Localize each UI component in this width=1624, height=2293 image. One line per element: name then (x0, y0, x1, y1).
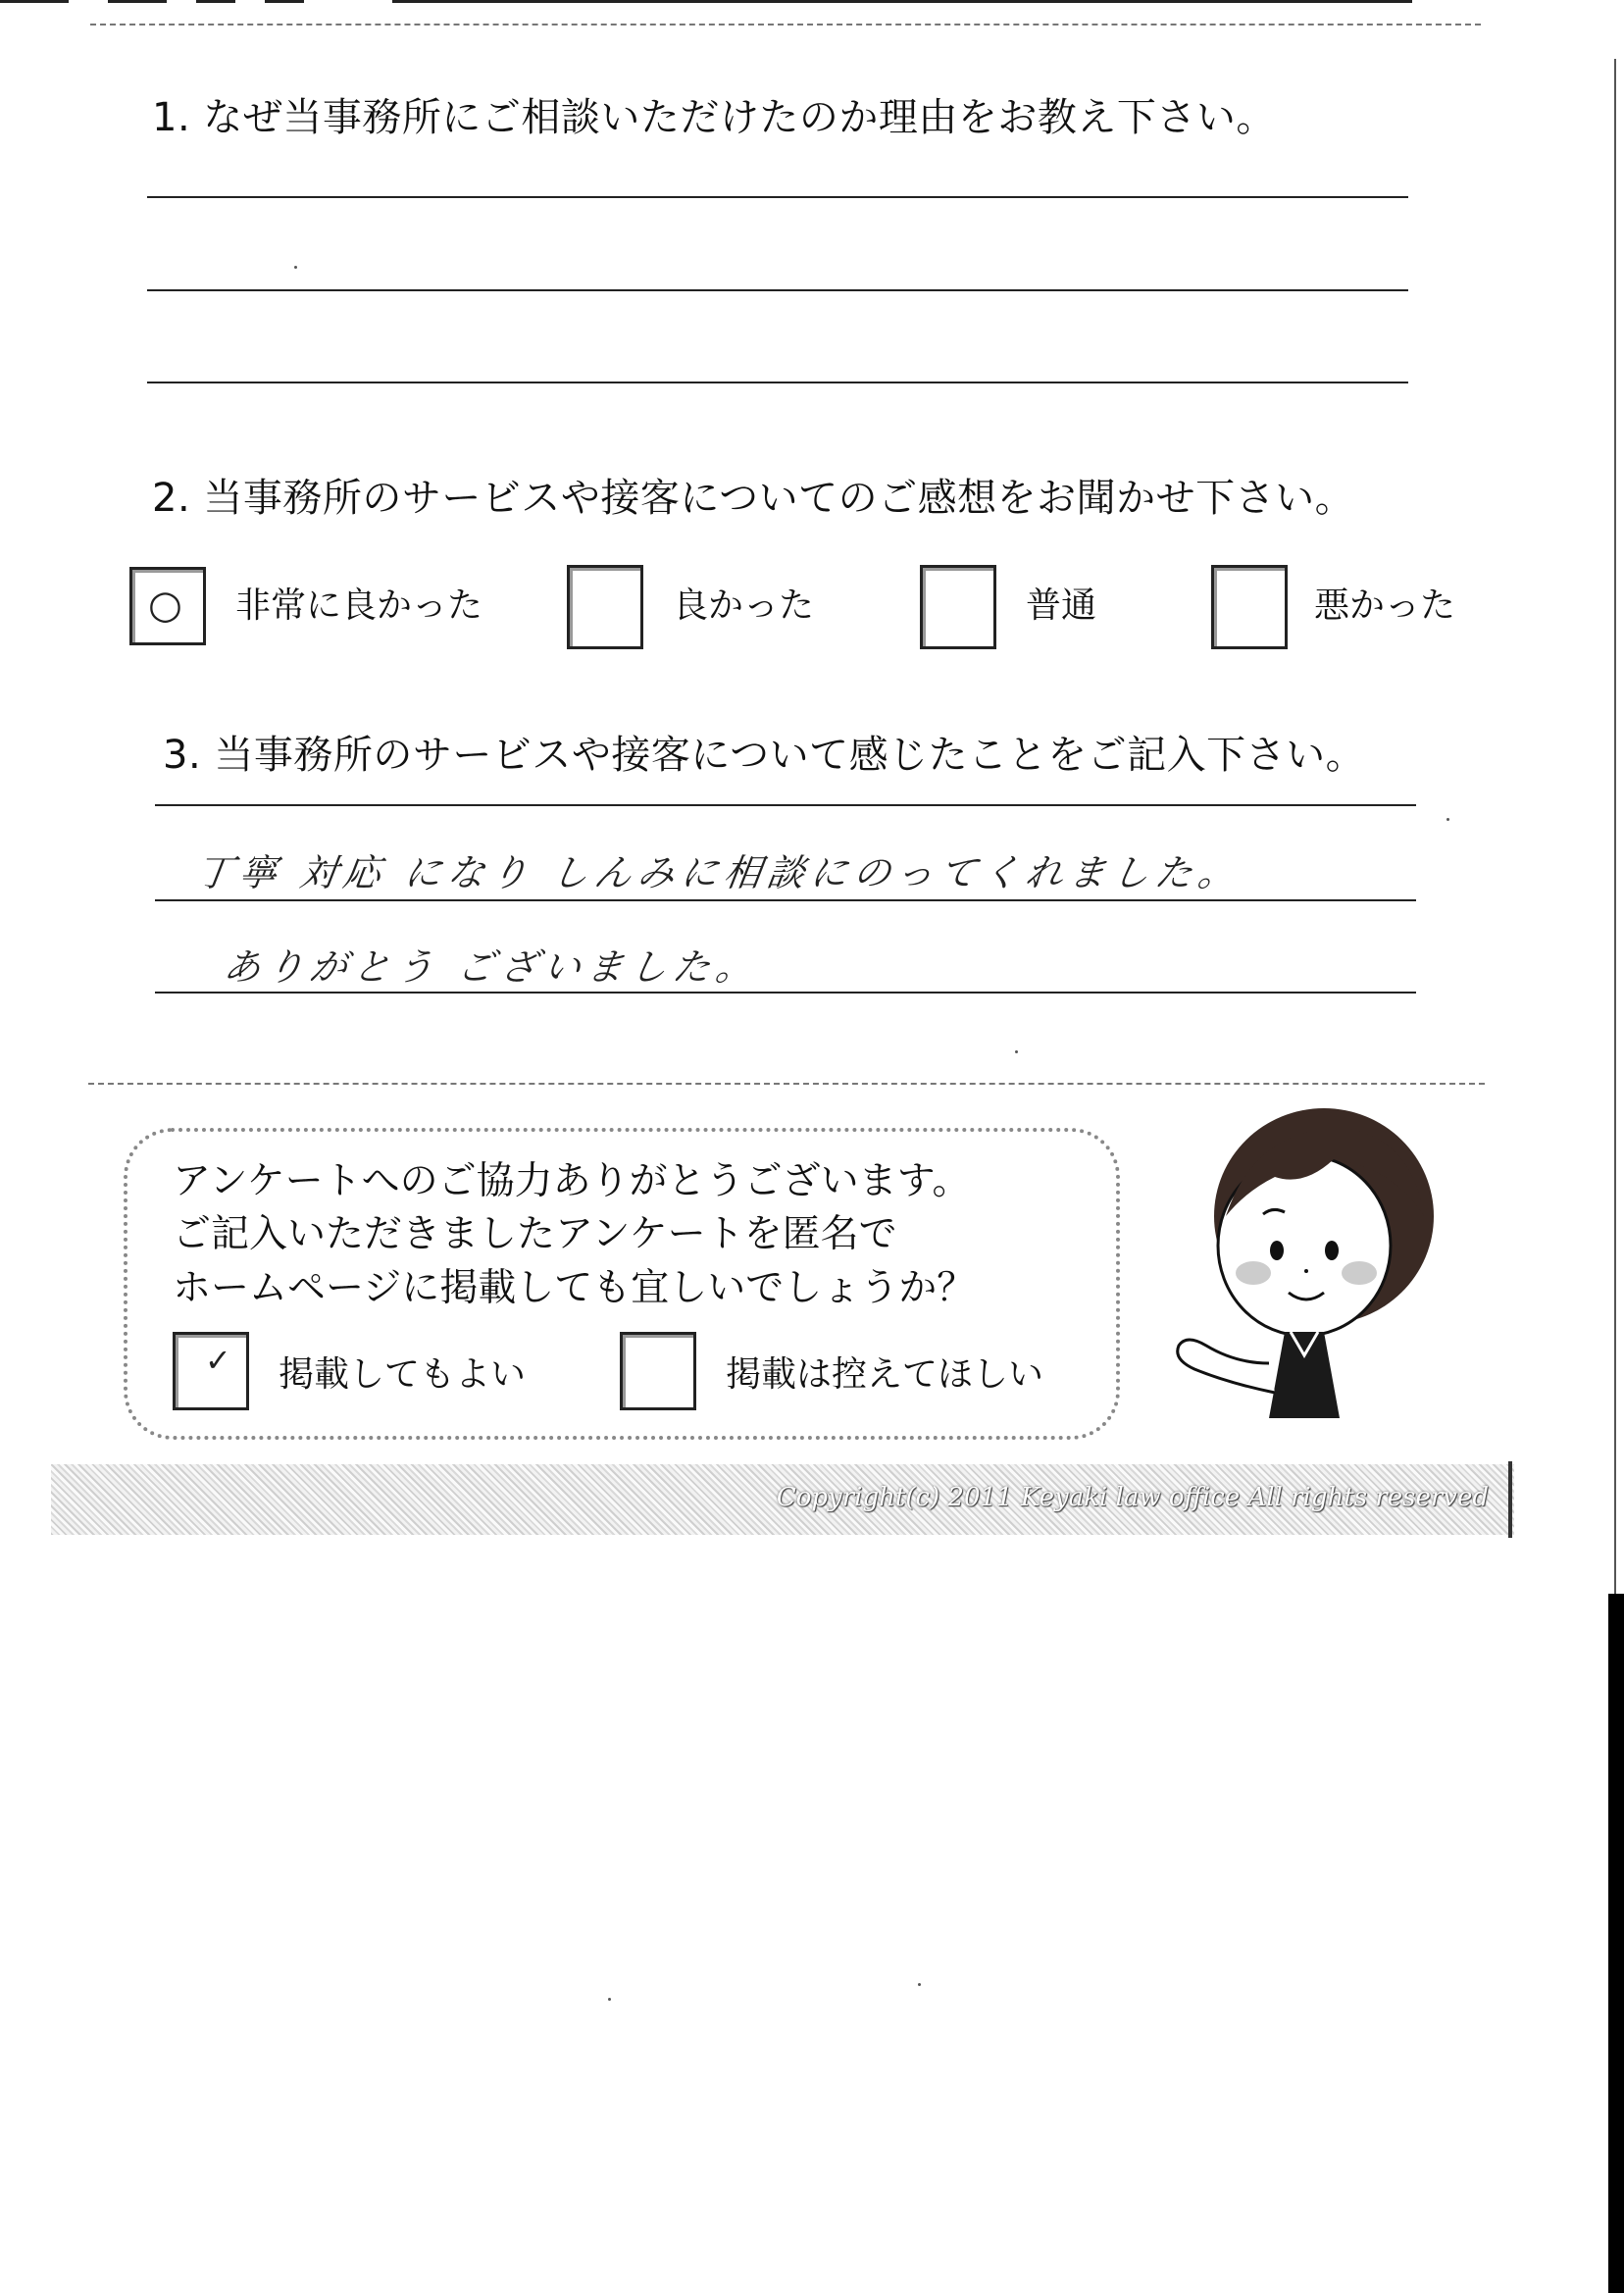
woman-pointing-illustration (1167, 1098, 1461, 1432)
circle-mark-icon: ○ (148, 583, 182, 628)
option-very-good-checkbox[interactable] (129, 567, 206, 645)
q1-answer-line-2[interactable] (147, 289, 1408, 291)
top-edge-gap (304, 0, 392, 6)
option-very-good-label: 非常に良かった (235, 586, 483, 626)
option-average-label: 普通 (1026, 586, 1097, 626)
scan-edge-bar (1608, 1594, 1624, 2293)
mascot-pointing-hand (1178, 1340, 1275, 1393)
q3-answer-line-1[interactable] (155, 804, 1416, 806)
top-edge-gap (69, 0, 108, 6)
q1-answer-line-1[interactable] (147, 196, 1408, 198)
option-bad-label: 悪かった (1314, 586, 1456, 626)
mascot-cheek-left (1236, 1261, 1271, 1285)
footer-copyright: Copyright(c) 2011 Keyaki law office All rights reserved (776, 1483, 1489, 1512)
footer-band (51, 1464, 1514, 1535)
q3-handwritten-answer-1: 丁寧 対応 になり しんみに相談にのってくれました。 (192, 851, 1244, 894)
consent-allow-checkbox[interactable] (173, 1332, 249, 1410)
mascot-cheek-right (1342, 1261, 1377, 1285)
consent-thanks-line: アンケートへのご協力ありがとうございます。 (173, 1159, 971, 1203)
question-2-text: 2. 当事務所のサービスや接客についてのご感想をお聞かせ下さい。 (152, 476, 1355, 521)
mascot-nose (1304, 1269, 1308, 1273)
question-3-text: 3. 当事務所のサービスや接客について感じたことをご記入下さい。 (163, 733, 1366, 778)
middle-dashed-divider (88, 1083, 1485, 1085)
consent-decline-checkbox[interactable] (620, 1332, 696, 1410)
scan-speck (1446, 818, 1449, 821)
top-dashed-divider (90, 24, 1481, 25)
option-good-checkbox[interactable] (567, 565, 643, 649)
consent-decline-label: 掲載は控えてほしい (726, 1354, 1044, 1395)
top-edge-gap (167, 0, 196, 6)
footer-edge-mark (1508, 1461, 1512, 1538)
mascot-eye-right (1325, 1241, 1339, 1260)
top-edge-line (0, 0, 1412, 9)
option-good-label: 良かった (673, 586, 815, 626)
consent-question-line: ホームページに掲載しても宜しいでしょうか？ (173, 1266, 976, 1310)
q3-answer-line-3[interactable] (155, 992, 1416, 994)
scan-speck (608, 1998, 611, 2001)
mascot-eye-left (1270, 1241, 1284, 1260)
question-1-text: 1. なぜ当事務所にご相談いただけたのか理由をお教え下さい。 (152, 95, 1276, 140)
option-bad-checkbox[interactable] (1211, 565, 1288, 649)
option-average-checkbox[interactable] (920, 565, 996, 649)
consent-allow-label: 掲載してもよい (279, 1354, 527, 1395)
scan-speck (918, 1983, 921, 1986)
q3-handwritten-answer-2: ありがとう ございました。 (220, 945, 763, 989)
q1-answer-line-3[interactable] (147, 382, 1408, 383)
scan-speck (294, 266, 297, 269)
top-edge-gap (235, 0, 265, 6)
mascot-vest (1269, 1332, 1340, 1418)
q3-answer-line-2[interactable] (155, 899, 1416, 901)
check-mark-icon: ✓ (205, 1342, 231, 1379)
consent-anonymous-line: ご記入いただきましたアンケートを匿名で (173, 1212, 897, 1256)
scan-edge-line (1614, 59, 1616, 1594)
scan-speck (1015, 1050, 1018, 1053)
